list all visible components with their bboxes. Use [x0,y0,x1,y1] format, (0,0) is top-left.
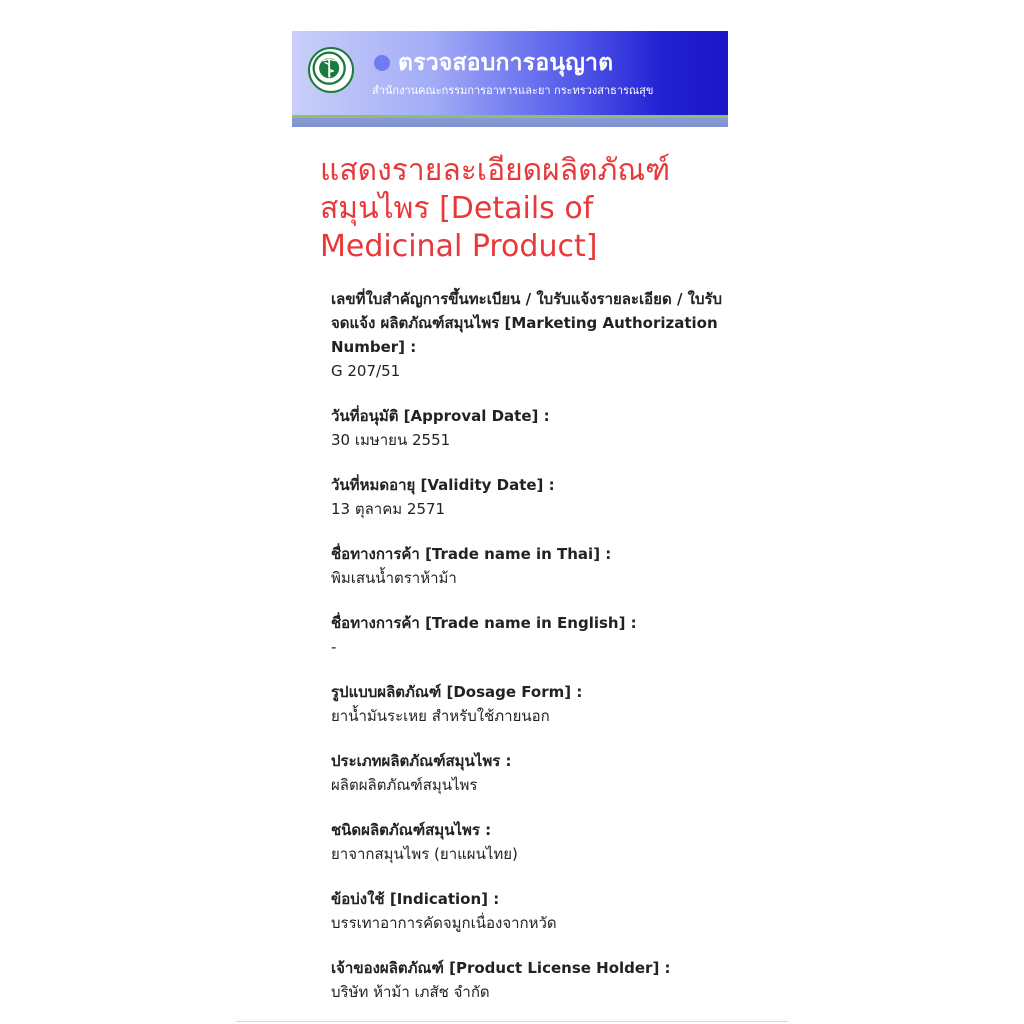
field-value: 13 ตุลาคม 2571 [331,500,446,518]
field-value: - [331,638,337,656]
ministry-of-public-health-seal-icon [308,47,354,93]
field-label: ชนิดผลิตภัณฑ์สมุนไพร : [331,821,492,839]
field-value: บรรเทาอาการคัดจมูกเนื่องจากหวัด [331,914,557,932]
field-dosage-form [331,680,731,728]
field-label: ชื่อทางการค้า [Trade name in English] : [331,614,637,632]
field-label: รูปแบบผลิตภัณฑ์ [Dosage Form] : [331,683,583,701]
field-value: พิมเสนน้ำตราห้าม้า [331,569,457,587]
field-value: ยาจากสมุนไพร (ยาแผนไทย) [331,845,518,863]
header-subtitle: สำนักงานคณะกรรมการอาหารและยา กระทรวงสาธารณสุข [372,84,654,97]
page-title: แสดงรายละเอียดผลิตภัณฑ์สมุนไพร [Details of Medicinal Product] [320,153,671,264]
field-value: ผลิตผลิตภัณฑ์สมุนไพร [331,776,478,794]
field-value: บริษัท ห้าม้า เภสัช จำกัด [331,983,490,1001]
header-banner [292,31,728,127]
field-indication [331,887,731,935]
field-product-category [331,749,731,797]
field-trade-name-english [331,611,731,659]
field-label: ประเภทผลิตภัณฑ์สมุนไพร : [331,752,512,770]
field-label: วันที่อนุมัติ [Approval Date] : [331,407,550,425]
bullet-dot-icon [374,55,390,71]
field-label: เลขที่ใบสำคัญการขึ้นทะเบียน / ใบรับแจ้งรายละเอียด / ใบรับจดแจ้ง ผลิตภัณฑ์สมุนไพร [Marketing Authorization Number] : [331,290,723,356]
field-product-type [331,818,731,866]
field-label: ข้อบ่งใช้ [Indication] : [331,890,500,908]
field-trade-name-thai [331,542,731,590]
field-value: 30 เมษายน 2551 [331,431,451,449]
bottom-divider [236,1021,788,1022]
field-value: G 207/51 [331,362,401,380]
product-details [331,287,731,1024]
field-validity-date [331,473,731,521]
header-title: ตรวจสอบการอนุญาต [398,50,614,76]
field-marketing-authorization-number [331,287,731,383]
field-label: ชื่อทางการค้า [Trade name in Thai] : [331,545,612,563]
header-stripe [292,115,728,127]
field-approval-date [331,404,731,452]
field-label: เจ้าของผลิตภัณฑ์ [Product License Holder] : [331,959,671,977]
field-label: วันที่หมดอายุ [Validity Date] : [331,476,555,494]
field-product-license-holder [331,956,731,1004]
field-value: ยาน้ำมันระเหย สำหรับใช้ภายนอก [331,707,550,725]
